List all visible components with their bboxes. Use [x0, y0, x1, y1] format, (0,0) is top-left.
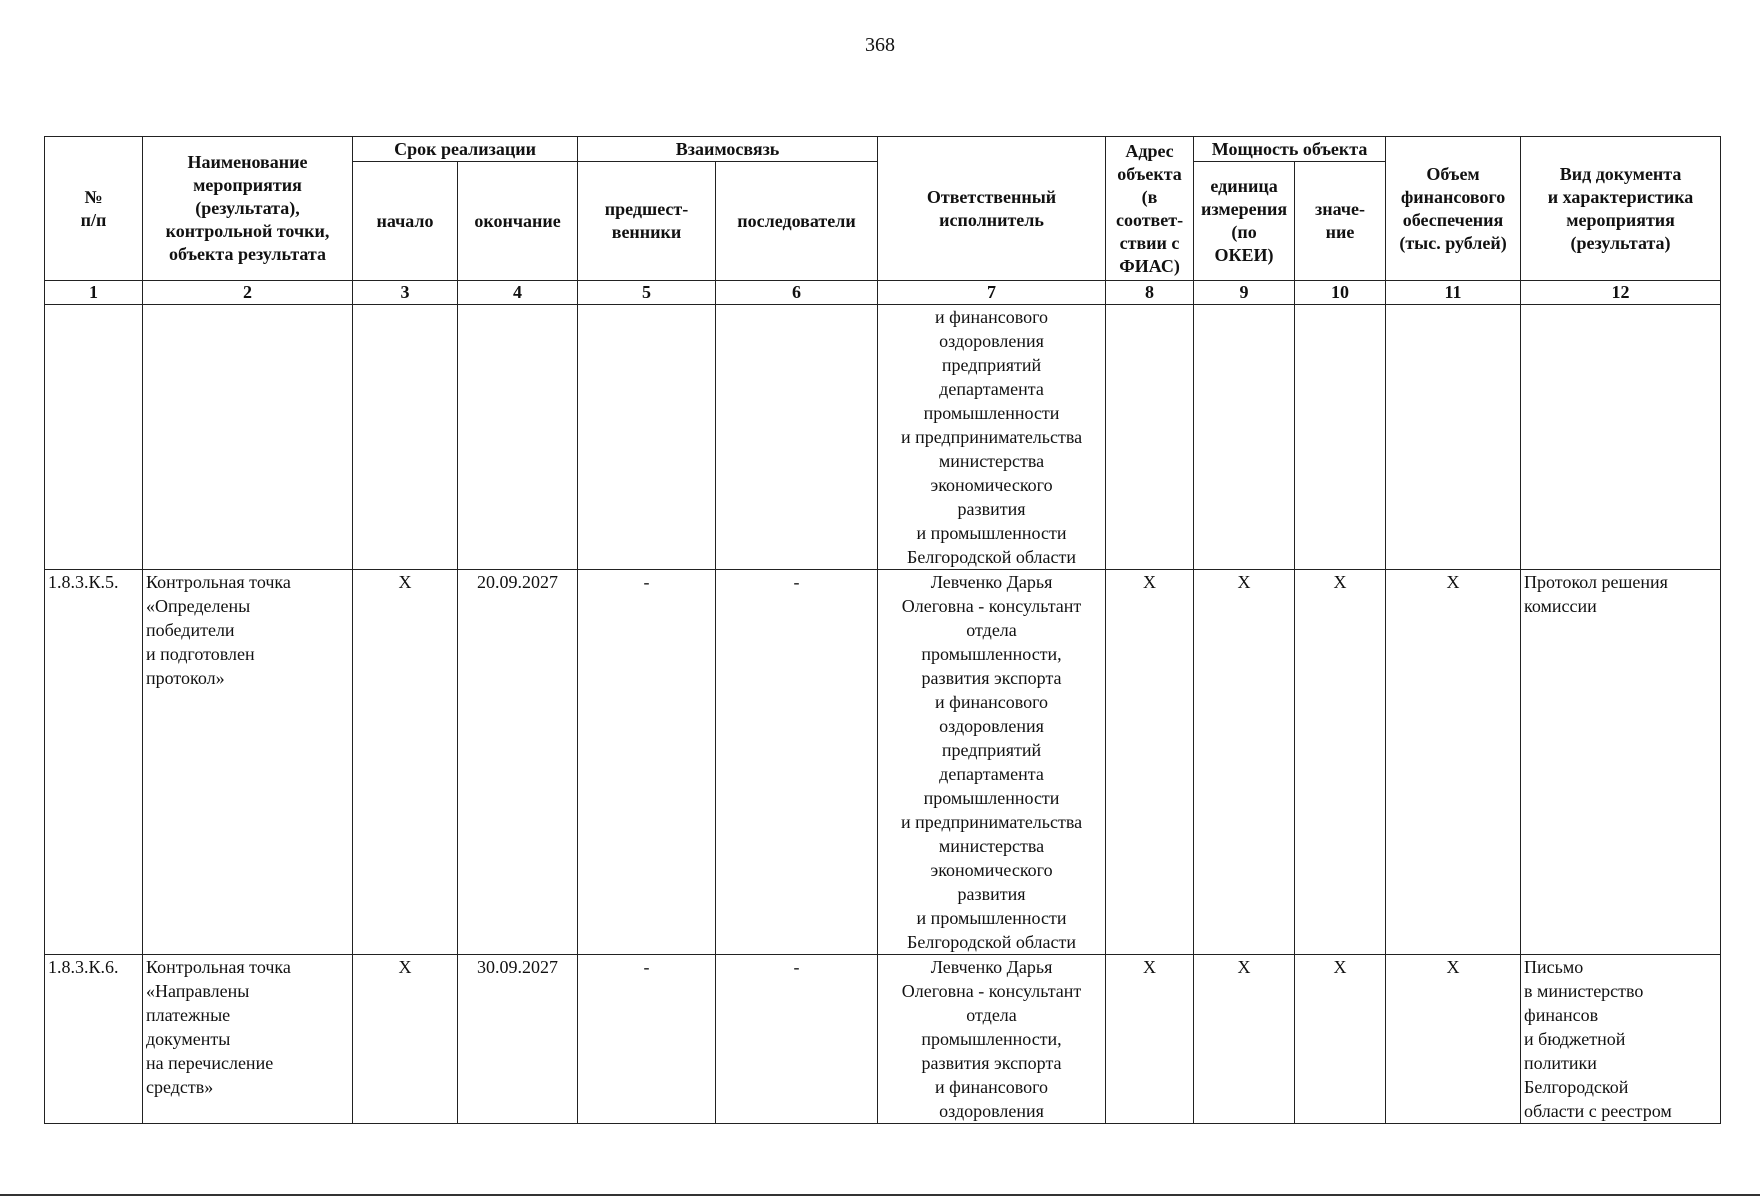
- cell-document: [1521, 570, 1721, 955]
- header-unit: [1194, 162, 1295, 281]
- header-predecessors-text: предшест- венники: [604, 199, 689, 242]
- cell-name: [143, 570, 353, 955]
- cell-predecessors: -: [578, 570, 716, 955]
- column-number: 2: [143, 281, 353, 305]
- header-document-text: Вид документа и характеристика мероприятия (результата): [1547, 163, 1694, 253]
- column-number: 5: [578, 281, 716, 305]
- header-name-text: Наименование мероприятия (результата), контрольной точки, объекта результата: [165, 152, 330, 264]
- cell-name-text: Контрольная точка «Определены победители и подготовлен протокол»: [146, 572, 291, 688]
- header-value-text: значе- ние: [1315, 199, 1366, 242]
- column-number: 3: [353, 281, 458, 305]
- cell-address: Х: [1106, 570, 1194, 955]
- cell-address: Х: [1106, 955, 1194, 1124]
- cell-unit: Х: [1194, 570, 1295, 955]
- header-value: [1295, 162, 1386, 281]
- header-number-text: № п/п: [80, 186, 107, 230]
- column-number: 9: [1194, 281, 1295, 305]
- cell-executor-text: Левченко Дарья Олеговна - консультант отдела промышленности, развития экспорта и финансового оздоровления: [901, 957, 1082, 1121]
- column-number: 8: [1106, 281, 1194, 305]
- plan-table: [44, 136, 1721, 1124]
- cell-name-text: Контрольная точка «Направлены платежные документы на перечисление средств»: [146, 957, 291, 1097]
- cell-value: Х: [1295, 570, 1386, 955]
- cell-executor: [878, 305, 1106, 570]
- column-number-row: [45, 281, 1721, 305]
- cell-start: [353, 305, 458, 570]
- header-address: [1106, 137, 1194, 281]
- column-number: 11: [1386, 281, 1521, 305]
- cell-successors: -: [716, 955, 878, 1124]
- column-number: 6: [716, 281, 878, 305]
- cell-end: [458, 305, 578, 570]
- cell-financing: Х: [1386, 955, 1521, 1124]
- cell-start: Х: [353, 570, 458, 955]
- cell-executor-text: Левченко Дарья Олеговна - консультант отдела промышленности, развития экспорта и финансового оздоровления предприятий департамента промышленности и предпринимательства министерства экономического развития и промышленности Белгородской области: [900, 572, 1083, 952]
- header-financing-text: Объем финансового обеспечения (тыс. рублей): [1399, 163, 1507, 253]
- cell-document-text: Протокол решения комиссии: [1524, 572, 1668, 616]
- header-document: [1521, 137, 1721, 281]
- cell-executor: [878, 570, 1106, 955]
- header-financing: [1386, 137, 1521, 281]
- cell-address: [1106, 305, 1194, 570]
- cell-unit: [1194, 305, 1295, 570]
- cell-financing: Х: [1386, 570, 1521, 955]
- cell-successors: [716, 305, 878, 570]
- header-successors: последователи: [716, 162, 878, 281]
- cell-financing: [1386, 305, 1521, 570]
- cell-predecessors: [578, 305, 716, 570]
- header-start: начало: [353, 162, 458, 281]
- column-number: 1: [45, 281, 143, 305]
- page-number: 368: [865, 34, 895, 56]
- cell-unit: Х: [1194, 955, 1295, 1124]
- table-row: [45, 955, 1721, 1124]
- cell-successors: -: [716, 570, 878, 955]
- column-number: 4: [458, 281, 578, 305]
- cell-number: 1.8.3.К.5.: [45, 570, 143, 955]
- header-term-group: Срок реализации: [353, 137, 578, 162]
- cell-executor: [878, 955, 1106, 1124]
- header-predecessors: [578, 162, 716, 281]
- header-number: [45, 137, 143, 281]
- cell-name: [143, 955, 353, 1124]
- cell-end: 20.09.2027: [458, 570, 578, 955]
- cell-end: 30.09.2027: [458, 955, 578, 1124]
- cell-value: [1295, 305, 1386, 570]
- cell-predecessors: -: [578, 955, 716, 1124]
- header-capacity-group: Мощность объекта: [1194, 137, 1386, 162]
- cell-start: Х: [353, 955, 458, 1124]
- table-row: [45, 305, 1721, 570]
- cell-executor-text: и финансового оздоровления предприятий департамента промышленности и предпринимательства министерства экономического развития и промышленности Белгородской области: [900, 307, 1083, 567]
- header-address-text: Адрес объекта (в соответ- ствии с ФИАС): [1115, 140, 1184, 276]
- header-unit-text: единица измерения (по ОКЕИ): [1200, 176, 1288, 265]
- header-name: [143, 137, 353, 281]
- cell-value: Х: [1295, 955, 1386, 1124]
- page-bottom-rule: [0, 1194, 1760, 1196]
- table-header: [45, 137, 1721, 305]
- cell-name: [143, 305, 353, 570]
- cell-number: [45, 305, 143, 570]
- table-body: [45, 305, 1721, 1124]
- cell-document-text: Письмо в министерство финансов и бюджетной политики Белгородской области с реестром: [1524, 957, 1672, 1121]
- column-number: 7: [878, 281, 1106, 305]
- header-executor: [878, 137, 1106, 281]
- column-number: 10: [1295, 281, 1386, 305]
- cell-document: [1521, 955, 1721, 1124]
- header-end: окончание: [458, 162, 578, 281]
- cell-number: 1.8.3.К.6.: [45, 955, 143, 1124]
- column-number: 12: [1521, 281, 1721, 305]
- header-executor-text: Ответственный исполнитель: [926, 186, 1057, 230]
- header-link-group: Взаимосвязь: [578, 137, 878, 162]
- table-row: [45, 570, 1721, 955]
- cell-document: [1521, 305, 1721, 570]
